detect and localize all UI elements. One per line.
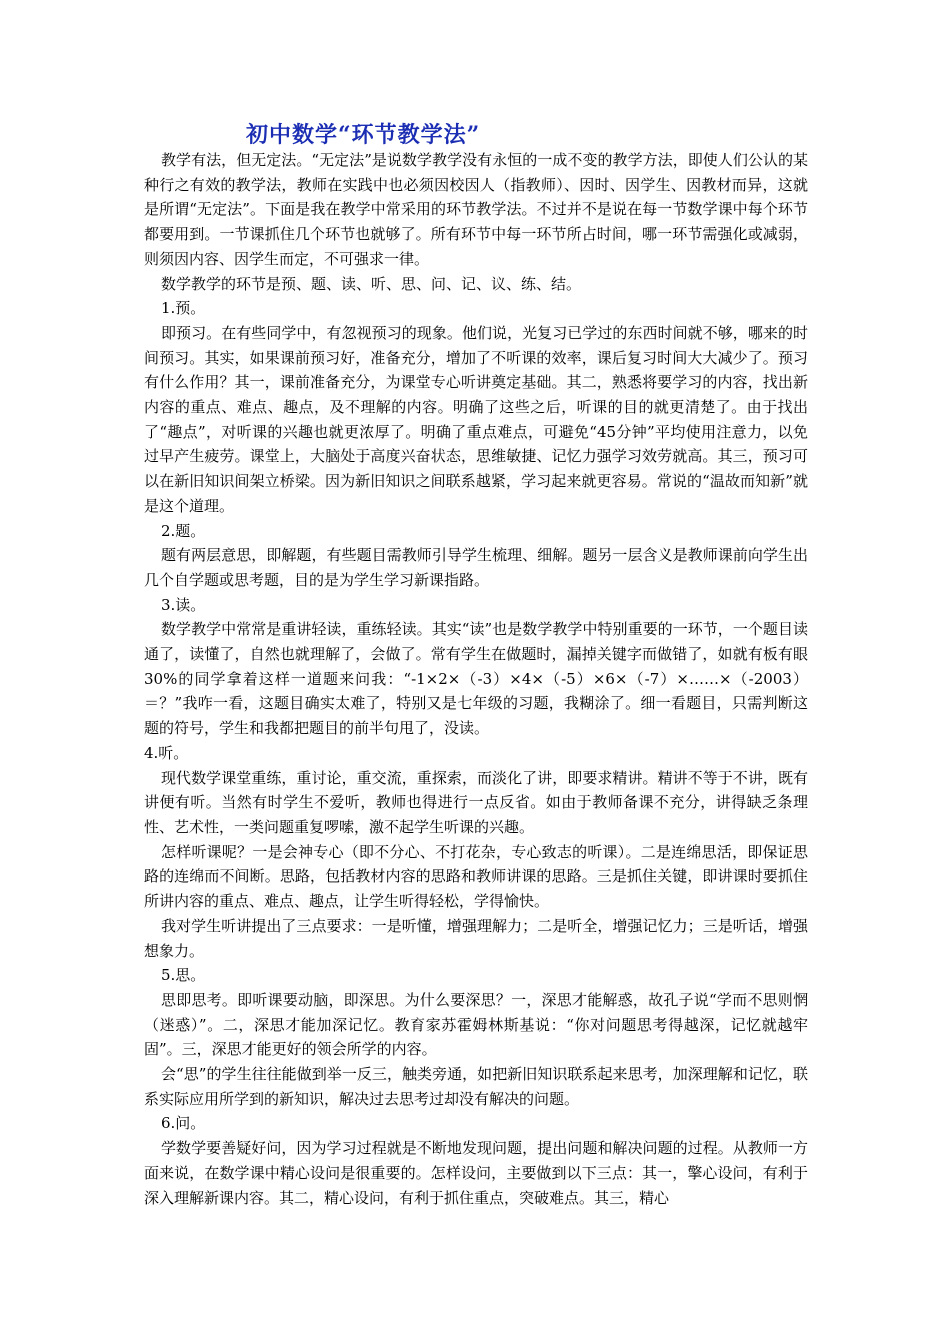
- paragraph: 数学教学中常常是重讲轻读，重练轻读。其实“读”也是数学教学中特别重要的一环节，一个题目读通了，读懂了，自然也就理解了，会做了。常有学生在做题时，漏掉关键字而做错了，如就有板有眼30%的同学拿着这样一道题来问我：“-1×2×（-3）×4×（-5）×6×（-7）×……×（-2003）＝？”我咋一看，这题目确实太难了，特别又是七年级的习题，我糊涂了。细一看题目，只需判断这题的符号，学生和我都把题目的前半句甩了，没读。: [144, 620, 808, 738]
- paragraph: 即预习。在有些同学中，有忽视预习的现象。他们说，光复习已学过的东西时间就不够，哪来的时间预习。其实，如果课前预习好，准备充分，增加了不听课的效率，课后复习时间大大减少了。预习有什么作用？其一，课前准备充分，为课堂专心听讲奠定基础。其二，熟悉将要学习的内容，找出新内容的重点、难点、趣点，及不理解的内容。明确了这些之后，听课的目的就更清楚了。由于找出了“趣点”，对听课的兴趣也就更浓厚了。明确了重点难点，可避免“45分钟”平均使用注意力，以免过早产生疲劳。课堂上，大脑处于高度兴奋状态，思维敏捷、记忆力强学习效劳就高。其三，预习可以在新旧知识间架立桥梁。因为新旧知识之间联系越紧，学习起来就更容易。常说的“温故而知新”就是这个道理。: [144, 323, 808, 515]
- paragraph: 数学教学的环节是预、题、读、听、思、问、记、议、练、结。: [161, 274, 582, 293]
- document-body: [144, 148, 808, 1210]
- paragraph: 思即思考。即听课要动脑，即深思。为什么要深思？一，深思才能解惑，故孔子说“学而不思则惘（迷惑）”。二，深思才能加深记忆。教育家苏霍姆林斯基说：“你对问题思考得越深，记忆就越牢固”。三，深思才能更好的领会所学的内容。: [144, 990, 808, 1059]
- paragraph: 教学有法，但无定法。“无定法”是说数学教学没有永恒的一成不变的教学方法，即使人们公认的某种行之有效的教学法，教师在实践中也必须因校因人（指教师）、因时、因学生、因教材而异，这就是所谓“无定法”。下面是我在教学中常采用的环节教学法。不过并不是说在每一节数学课中每个环节都要用到。一节课抓住几个环节也就够了。所有环节中每一环节所占时间，哪一环节需强化或减弱，则须因内容、因学生而定，不可强求一律。: [144, 151, 808, 268]
- section-heading: 1.预。: [161, 299, 206, 318]
- paragraph: 会“思”的学生往往能做到举一反三，触类旁通，如把新旧知识联系起来思考，加深理解和记忆，联系实际应用所学到的新知识，解决过去思考过却没有解决的问题。: [144, 1065, 808, 1108]
- section-heading: 6.问。: [161, 1114, 206, 1133]
- paragraph: 现代数学课堂重练，重讨论，重交流，重探索，而淡化了讲，即要求精讲。精讲不等于不讲，既有讲便有听。当然有时学生不爱听，教师也得进行一点反省。如由于教师备课不充分，讲得缺乏条理性、艺术性，一类问题重复啰嗦，激不起学生听课的兴趣。: [144, 768, 808, 836]
- paragraph: 怎样听课呢？一是会神专心（即不分心、不打花杂，专心致志的听课）。二是连绵思活，即保证思路的连绵而不间断。思路，包括教材内容的思路和教师讲课的思路。三是抓住关键，即讲课时要抓住所讲内容的重点、难点、趣点，让学生听得轻松，学得愉快。: [144, 842, 808, 911]
- section-heading: 4.听。: [144, 743, 189, 762]
- paragraph: 学数学要善疑好问，因为学习过程就是不断地发现问题，提出问题和解决问题的过程。从教师一方面来说，在数学课中精心设问是很重要的。怎样设问，主要做到以下三点：其一，擎心设问，有利于深入理解新课内容。其二，精心设问，有利于抓住重点，突破难点。其三，精心: [144, 1139, 808, 1207]
- paragraph: 我对学生听讲提出了三点要求：一是听懂，增强理解力；二是听全，增强记忆力；三是听话，增强想象力。: [144, 916, 808, 960]
- section-heading: 3.读。: [161, 595, 206, 614]
- paragraph: 题有两层意思，即解题，有些题目需教师引导学生梳理、细解。题另一层含义是教师课前向学生出几个自学题或思考题，目的是为学生学习新课指路。: [144, 546, 808, 589]
- section-heading: 2.题。: [161, 521, 206, 540]
- section-heading: 5.思。: [161, 966, 206, 985]
- document-title: 初中数学“环节教学法”: [246, 122, 481, 148]
